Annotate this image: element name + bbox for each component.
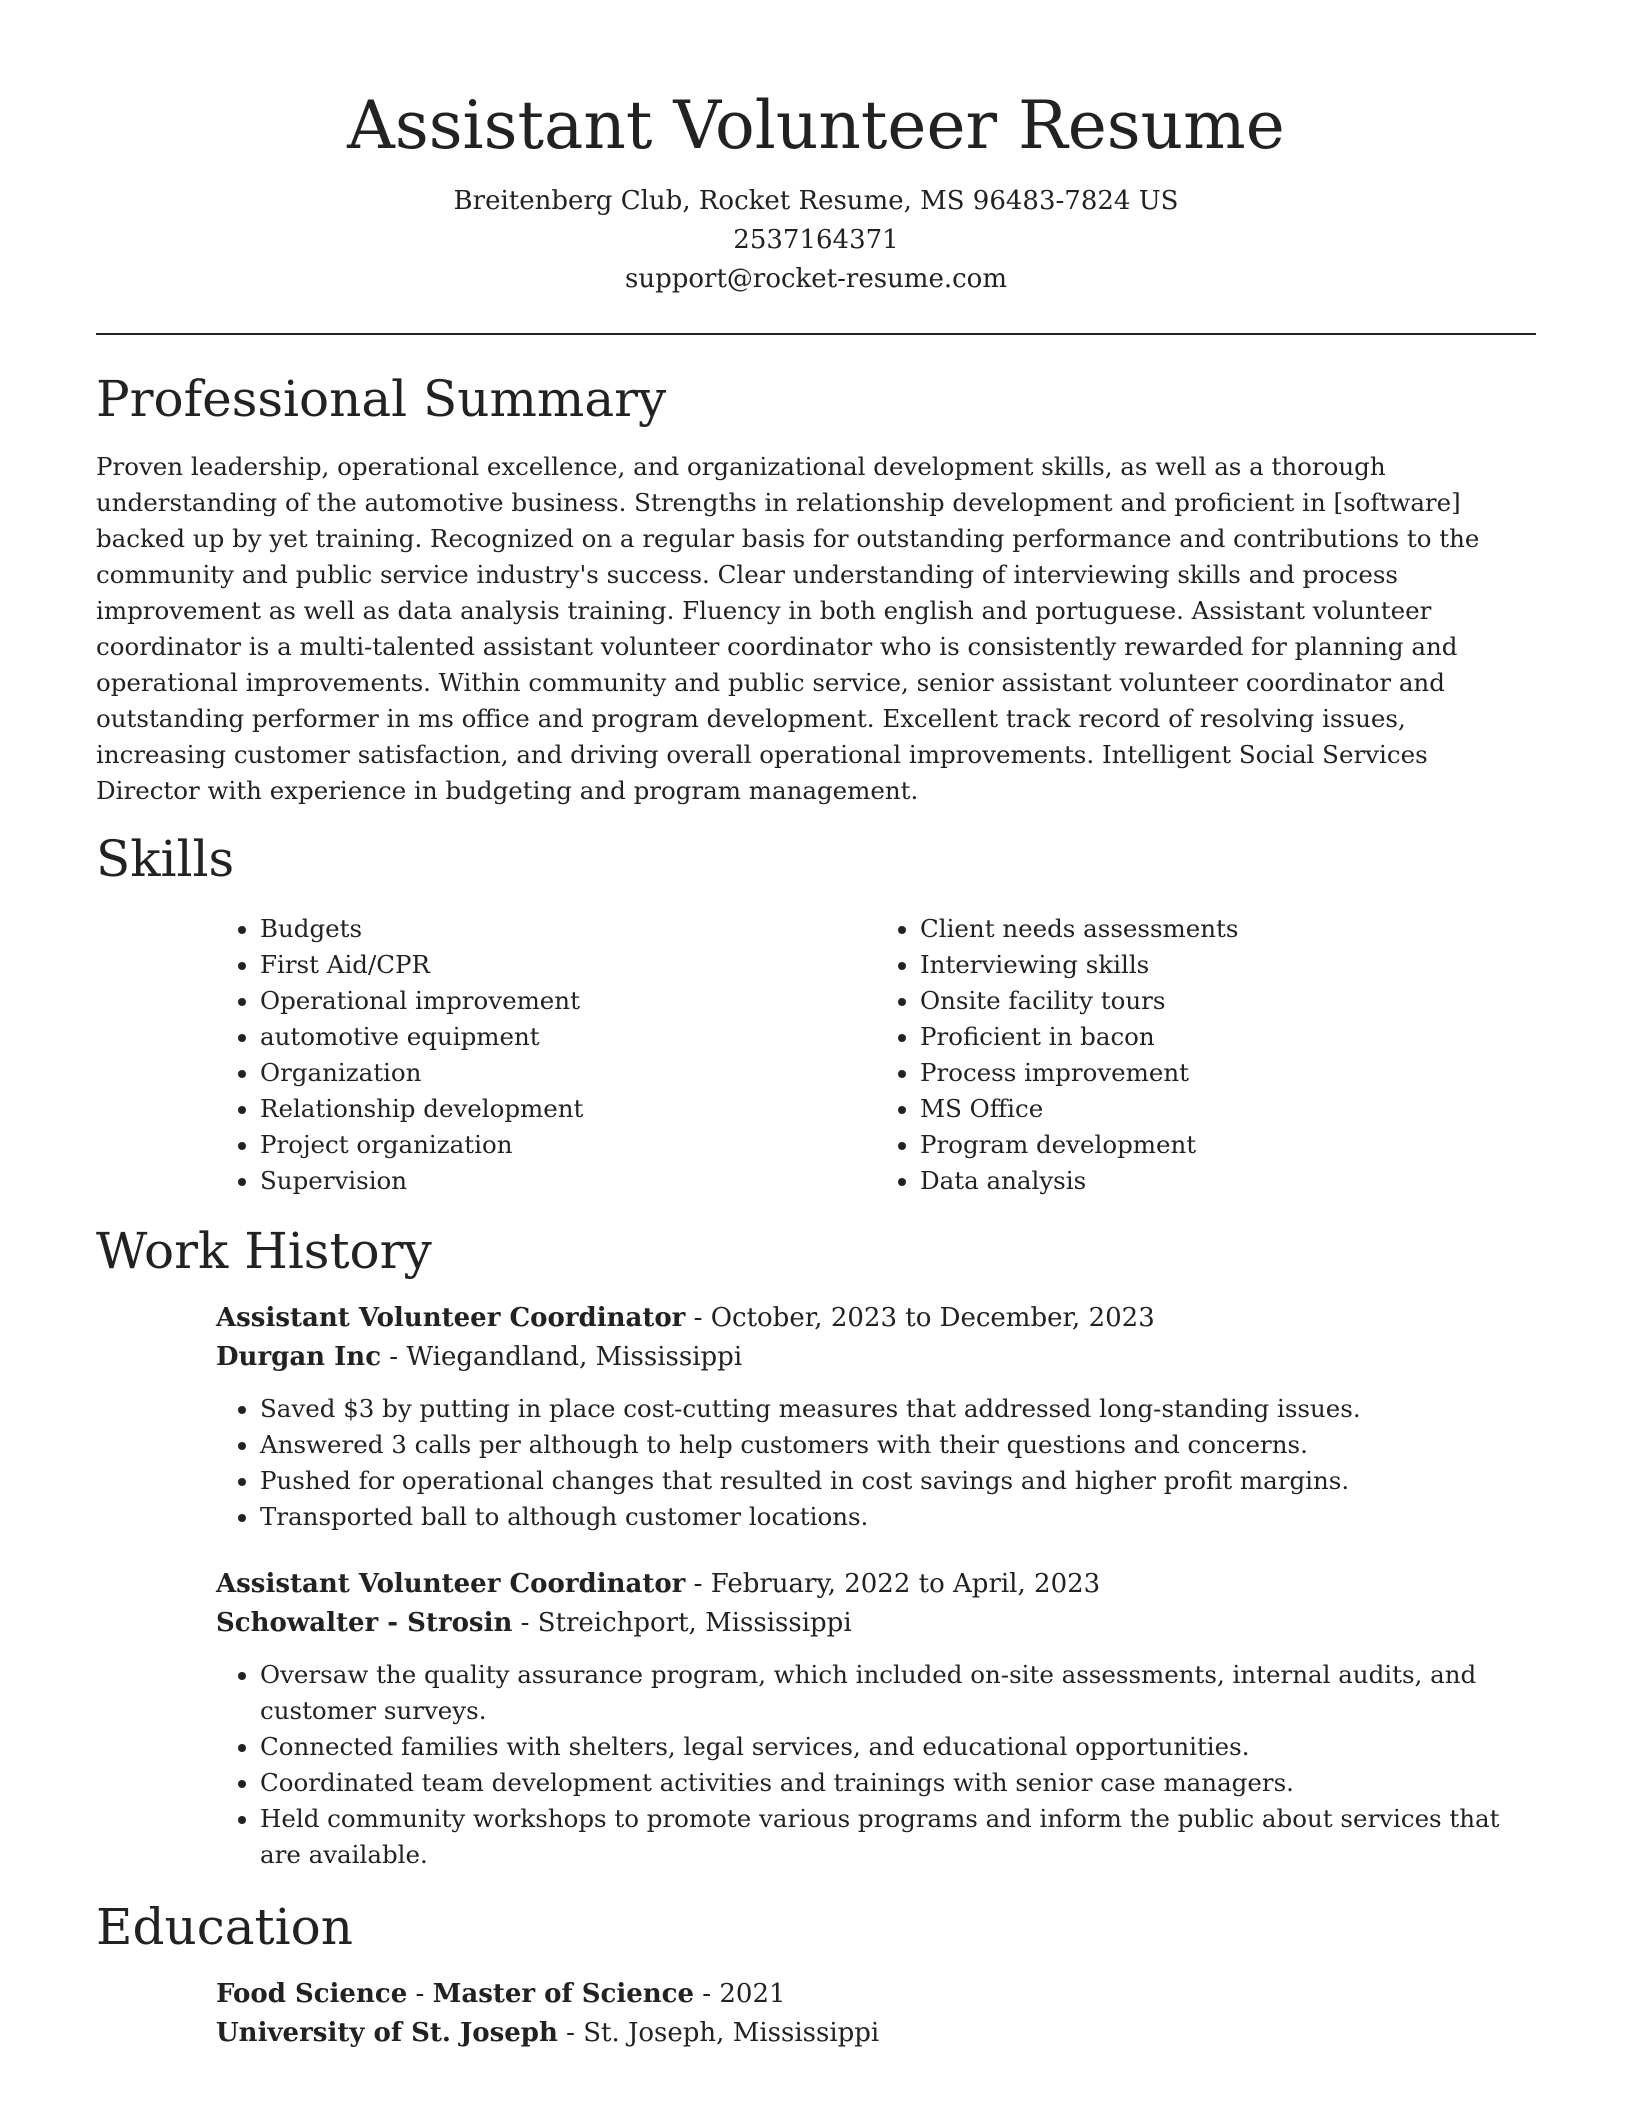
skills-heading: Skills: [96, 830, 235, 888]
summary-heading: Professional Summary: [96, 370, 667, 428]
skill-item: • Onsite facility tours: [920, 983, 1536, 1019]
skill-item: • MS Office: [920, 1091, 1536, 1127]
job-bullet: • Coordinated team development activities and trainings with senior case managers.: [260, 1765, 1536, 1801]
job-location: Wiegandland, Mississippi: [406, 1342, 743, 1372]
job-bullet: • Pushed for operational changes that resulted in cost savings and higher profit margins.: [260, 1463, 1536, 1499]
job-location: Streichport, Mississippi: [537, 1608, 852, 1638]
skills-grid: [216, 911, 1536, 1199]
skills-list-left: [216, 911, 876, 1199]
job-bullet: • Saved $3 by putting in place cost-cutting measures that addressed long-standing issues.: [260, 1391, 1536, 1427]
contact-email: support@rocket-resume.com: [624, 264, 1007, 294]
job-company: Schowalter - Strosin: [216, 1608, 513, 1638]
contact-block: [96, 182, 1536, 299]
job-bullets: [216, 1657, 1536, 1873]
education-location: St. Joseph, Mississippi: [583, 2018, 880, 2048]
skill-item: • Interviewing skills: [920, 947, 1536, 983]
job-role: Assistant Volunteer Coordinator: [216, 1303, 686, 1333]
skill-item: • Program development: [920, 1127, 1536, 1163]
education-school: University of St. Joseph: [216, 2018, 558, 2048]
education-heading: Education: [96, 1898, 353, 1956]
job-bullets: [216, 1391, 1536, 1535]
skill-item: • Relationship development: [260, 1091, 876, 1127]
job-company-line: Durgan Inc - Wiegandland, Mississippi: [216, 1342, 743, 1372]
job-dates: October, 2023 to December, 2023: [710, 1303, 1155, 1333]
job-entry: [216, 1299, 1536, 1535]
work-heading: Work History: [96, 1222, 432, 1280]
job-company-line: Schowalter - Strosin - Streichport, Mississippi: [216, 1608, 852, 1638]
contact-address: Breitenberg Club, Rocket Resume, MS 96483-7824 US: [453, 186, 1179, 216]
resume-title: Assistant Volunteer Resume: [347, 87, 1285, 164]
education-entry: [216, 1975, 1536, 2053]
education-degree: Master of Science: [432, 1979, 695, 2009]
skill-item: • First Aid/CPR: [260, 947, 876, 983]
job-bullet: • Held community workshops to promote various programs and inform the public about services that are available.: [260, 1801, 1536, 1873]
education-year: 2021: [719, 1979, 786, 2009]
header-divider: [96, 333, 1536, 335]
skill-item: • Operational improvement: [260, 983, 876, 1019]
job-title-line: Assistant Volunteer Coordinator - October, 2023 to December, 2023: [216, 1303, 1155, 1333]
resume-page: [96, 0, 1536, 2053]
job-bullet: • Connected families with shelters, legal services, and educational opportunities.: [260, 1729, 1536, 1765]
skill-item: • Supervision: [260, 1163, 876, 1199]
job-dates: February, 2022 to April, 2023: [710, 1569, 1101, 1599]
education-school-line: University of St. Joseph - St. Joseph, Mississippi: [216, 2018, 880, 2048]
job-bullet: • Transported ball to although customer locations.: [260, 1499, 1536, 1535]
skill-item: • Process improvement: [920, 1055, 1536, 1091]
skill-item: • Organization: [260, 1055, 876, 1091]
education-degree-line: Food Science - Master of Science - 2021: [216, 1979, 786, 2009]
contact-phone: 2537164371: [733, 225, 899, 255]
work-section: [96, 1219, 1536, 1873]
resume-header: [96, 0, 1536, 299]
skill-item: • Budgets: [260, 911, 876, 947]
skills-list-right: [876, 911, 1536, 1199]
job-entry: [216, 1565, 1536, 1873]
job-bullet: • Oversaw the quality assurance program, which included on-site assessments, internal audits, and customer surveys.: [260, 1657, 1536, 1729]
education-field: Food Science: [216, 1979, 408, 2009]
skill-item: • Proficient in bacon: [920, 1019, 1536, 1055]
job-title-line: Assistant Volunteer Coordinator - February, 2022 to April, 2023: [216, 1569, 1101, 1599]
job-role: Assistant Volunteer Coordinator: [216, 1569, 686, 1599]
skills-section: [96, 827, 1536, 1199]
job-bullet: • Answered 3 calls per although to help customers with their questions and concerns.: [260, 1427, 1536, 1463]
summary-section: [96, 367, 1536, 809]
skill-item: • Client needs assessments: [920, 911, 1536, 947]
skill-item: • Data analysis: [920, 1163, 1536, 1199]
job-company: Durgan Inc: [216, 1342, 382, 1372]
skill-item: • Project organization: [260, 1127, 876, 1163]
summary-text: Proven leadership, operational excellence, and organizational development skills, as well as a thorough understanding of the automotive business. Strengths in relationship development and proficient in [software] backed up by yet training. Recognized on a regular basis for outstanding performance and contributions to the community and public service industry's success. Clear understanding of interviewing skills and process improvement as well as data analysis training. Fluency in both english and portuguese. Assistant volunteer coordinator is a multi-talented assistant volunteer coordinator who is consistently rewarded for planning and operational improvements. Within community and public service, senior assistant volunteer coordinator and outstanding performer in ms office and program development. Excellent track record of resolving issues, increasing customer satisfaction, and driving overall operational improvements. Intelligent Social Services Director with experience in budgeting and program management.: [96, 452, 1480, 805]
education-section: [96, 1895, 1536, 2053]
skill-item: • automotive equipment: [260, 1019, 876, 1055]
